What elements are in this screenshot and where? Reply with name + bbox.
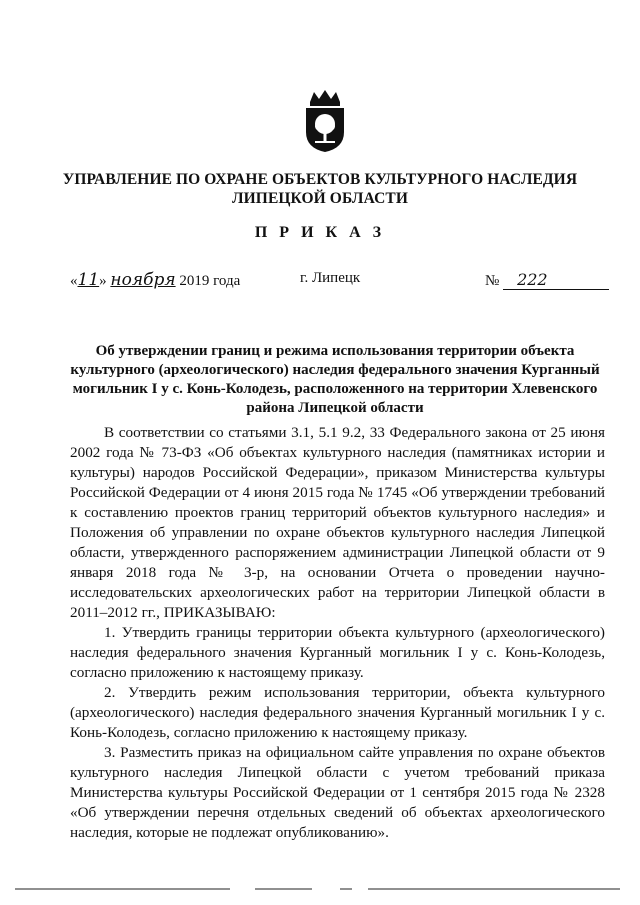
number-value: 222: [503, 270, 609, 290]
body-item-3: 3. Разместить приказ на официальном сайте управления по охране объектов культурного наследия Липецкой области с учетом требований приказа Министерства культуры Российской Федерации от 1 сентября 2015 года № 2328 «Об утверждении перечня отдельных сведений об объектах археологического наследия, которые не подлежат опубликованию».: [70, 744, 605, 841]
org-line-2: ЛИПЕЦКОЙ ОБЛАСТИ: [232, 190, 408, 207]
date-month: ноября: [110, 270, 176, 290]
body-intro: В соответствии со статьями 3.1, 5.1 9.2, 33 Федерального закона от 25 июня 2002 года № 73-ФЗ «Об объектах культурного наследия (памятниках истории и культуры) народов Российской Федерации», приказом Министерства культуры Российской Федерации от 4 июня 2015 года № 1745 «Об утверждении требований к составлению проектов границ территорий объектов культурного наследия» и Положения об управлении по охране объектов культурного наследия Липецкой области, утвержденного распоряжением администрации Липецкой области от 9 января 2018 года № 3-р, на основании Отчета о проведении научно-исследовательских археологических работ на территории Липецкой области в 2011–2012 гг., ПРИКАЗЫВАЮ:: [70, 424, 605, 621]
document-number: [485, 270, 609, 290]
body-item-1: 1. Утвердить границы территории объекта культурного (археологического) наследия федерального значения Курганный могильник I у с. Конь-Колодезь, согласно приложению к настоящему приказу.: [70, 624, 605, 681]
organization-name: [40, 170, 600, 208]
footer-rule: [0, 886, 640, 892]
date-year: 2019 года: [179, 273, 241, 289]
date-quote-close: »: [99, 273, 107, 289]
number-label: №: [485, 273, 500, 289]
org-line-1: УПРАВЛЕНИЕ ПО ОХРАНЕ ОБЪЕКТОВ КУЛЬТУРНОГО НАСЛЕДИЯ: [62, 171, 578, 188]
document-type: П Р И К А З: [254, 224, 386, 241]
body-item-2: 2. Утвердить режим использования территории, объекта культурного (археологического) наследия федерального значения Курганный могильник I у с. Конь-Колодезь, согласно приложению к настоящему приказу.: [70, 684, 605, 741]
document-subject: Об утверждении границ и режима использования территории объекта культурного (археологического) наследия федерального значения Курганный могильник I у с. Конь-Колодезь, расположенного на территории Хлевенского района Липецкой области: [70, 343, 600, 416]
document-date: [70, 270, 240, 290]
document-body: [70, 423, 605, 843]
date-quote-open: «: [70, 273, 78, 289]
document-city: г. Липецк: [300, 270, 361, 286]
date-day: 11: [77, 270, 100, 290]
coat-of-arms-icon: [298, 88, 352, 154]
